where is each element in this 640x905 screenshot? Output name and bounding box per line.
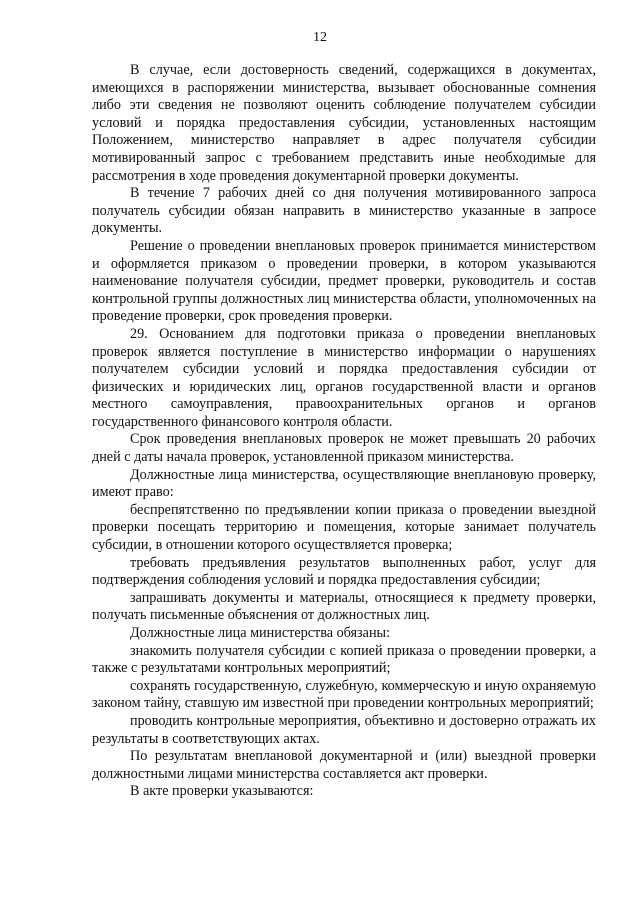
paragraph-right-request-documents: запрашивать документы и материалы, относящиеся к предмету проверки, получать письменные объяснения от должностных лиц. [92, 589, 596, 624]
paragraph-response-deadline: В течение 7 рабочих дней со дня получения мотивированного запроса получатель субсидии обязан направить в министерство указанные в запросе документы. [92, 185, 596, 237]
paragraph-inspection-duration: Срок проведения внеплановых проверок не может превышать 20 рабочих дней с даты начала проверок, установленной приказом министерства. [92, 431, 596, 466]
paragraph-inspection-act: По результатам внеплановой документарной и (или) выездной проверки должностными лицами министерства составляется акт проверки. [92, 748, 596, 782]
paragraph-right-demand-results: требовать предъявления результатов выполненных работ, услуг для подтверждения соблюдения условий и порядка предоставления субсидии; [92, 554, 596, 589]
paragraph-verification-doubt: В случае, если достоверность сведений, содержащихся в документах, имеющихся в распоряжении министерства, вызывает обоснованные сомнения либо эти сведения не позволяют оценить соблюдение получателем субсидии условий и порядка предоставления субсидии, установленных настоящим Положением, министерство направляет в адрес получателя субсидии мотивированный запрос с требованием представить иные необходимые для рассмотрения в ходе проведения документарной проверки документы. [92, 62, 596, 184]
paragraph-section-29: 29. Основанием для подготовки приказа о проведении внеплановых проверок является поступление в министерство информации о нарушениях получателем субсидии условий и порядка предоставления субсидии от физических и юридических лиц, органов государственной власти и органов местного самоуправления, правоохранительных органов и органов государственного финансового контроля области. [92, 325, 596, 430]
paragraph-act-contents-intro: В акте проверки указываются: [130, 783, 314, 800]
page-number: 12 [313, 30, 327, 45]
paragraph-duty-objectivity: проводить контрольные мероприятия, объективно и достоверно отражать их результаты в соответствующих актах. [92, 712, 596, 747]
paragraph-officials-rights-intro: Должностные лица министерства, осуществляющие внеплановую проверку, имеют право: [92, 466, 596, 501]
paragraph-duty-inform: знакомить получателя субсидии с копией приказа о проведении проверки, а также с результатами контрольных мероприятий; [92, 642, 596, 677]
document-body [92, 62, 596, 801]
paragraph-officials-duties-intro: Должностные лица министерства обязаны: [130, 625, 391, 641]
paragraph-inspection-decision: Решение о проведении внеплановых проверок принимается министерством и оформляется приказом о проведении проверки, в котором указываются наименование получателя субсидии, предмет проверки, руководитель и состав контрольной группы должностных лиц министерства области, уполномоченных на проведение проверки, срок проведения проверки. [92, 237, 596, 325]
paragraph-duty-confidentiality: сохранять государственную, служебную, коммерческую и иную охраняемую законом тайну, ставшую им известной при проведении контрольных мероприятий; [92, 677, 596, 712]
paragraph-right-access: беспрепятственно по предъявлении копии приказа о проведении выездной проверки посещать территорию и помещения, которые занимает получатель субсидии, в отношении которого осуществляется проверка; [92, 501, 596, 554]
